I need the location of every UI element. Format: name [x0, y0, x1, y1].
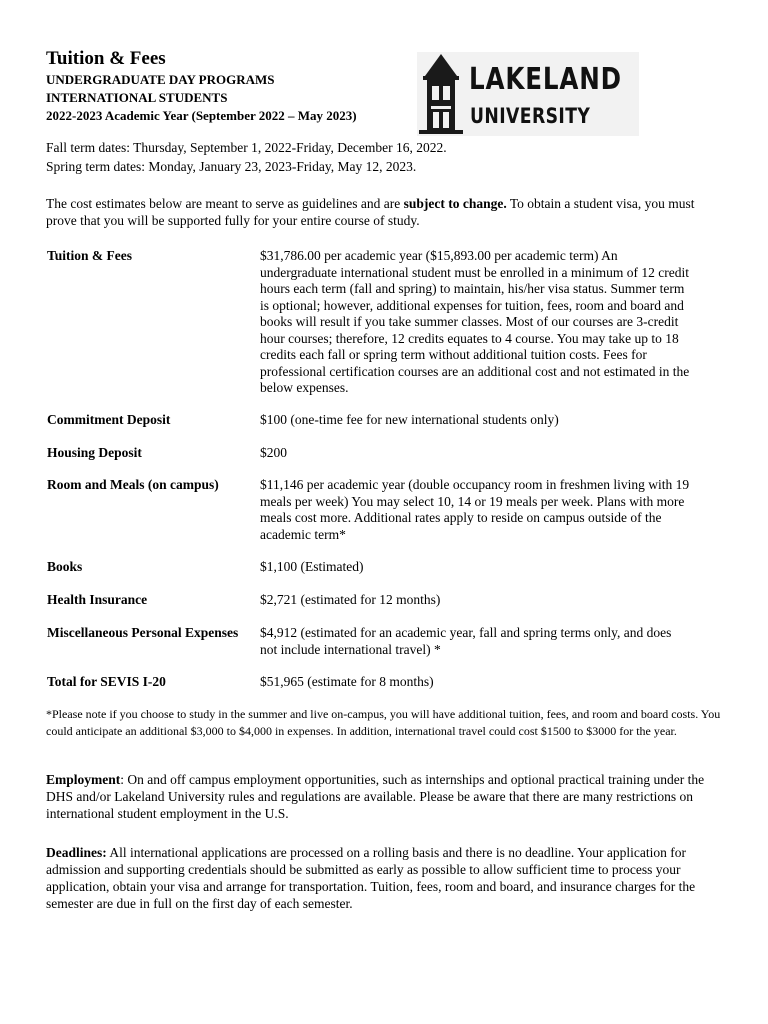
- intro-text: The cost estimates below are meant to serve as guidelines and are: [46, 196, 404, 211]
- row-label-tuition: Tuition & Fees: [47, 248, 133, 263]
- fall-term-dates: Fall term dates: Thursday, September 1, 2022-Friday, December 16, 2022.: [46, 140, 447, 155]
- page-title: Tuition & Fees: [46, 48, 166, 69]
- row-label-misc-expenses: Miscellaneous Personal Expenses: [47, 625, 239, 640]
- academic-year-heading: 2022-2023 Academic Year (September 2022 – May 2023): [46, 108, 357, 123]
- deadlines-text: All international applications are processed on a rolling basis and there is no deadline. Your application for admission and supporting credentials should be submitted as early as possible to allow sufficient time to process your application, obtain your visa and arrange for transportation. Tuition, fees, room and board, and insurance charges for the semester are due in full on the first day of each semester.: [46, 845, 696, 911]
- row-label-books: Books: [47, 559, 83, 574]
- intro-emphasis: subject to change.: [403, 196, 507, 211]
- spring-term-dates: Spring term dates: Monday, January 23, 2023-Friday, May 12, 2023.: [46, 159, 417, 174]
- employment-paragraph: [46, 771, 726, 822]
- lakeland-university-logo: [417, 52, 639, 136]
- employment-label: Employment: [46, 772, 121, 787]
- row-value-health-insurance: $2,721 (estimated for 12 months): [260, 592, 441, 607]
- row-value-room-meals: $11,146 per academic year (double occupancy room in freshmen living with 19 meals per week) You may select 10, 14 or 19 meals per week. Plans with more meals cost more. Additional rates apply to reside on campus outside of the academic term*: [260, 477, 690, 542]
- row-label-housing-deposit: Housing Deposit: [47, 445, 142, 460]
- row-value-housing-deposit: $200: [260, 445, 287, 460]
- row-label-commitment-deposit: Commitment Deposit: [47, 412, 171, 427]
- row-label-total-sevis: Total for SEVIS I-20: [47, 674, 166, 689]
- row-label-health-insurance: Health Insurance: [47, 592, 148, 607]
- row-value-tuition: $31,786.00 per academic year ($15,893.00 per academic term) An undergraduate international student must be enrolled in a minimum of 12 credit hours each term (fall and spring) to maintain, his/her visa status. Summer term is optional; however, additional expenses for tuition, fees, room and board and books will result if you take summer classes. Most of our courses are 3-credit hour courses; therefore, 12 credits equates to 4 course. You may take up to 18 credits each fall or spring term without additional tuition costs. Fees for professional certification courses are an additional cost and not estimated in the below expenses.: [260, 248, 690, 395]
- deadlines-label: Deadlines:: [46, 845, 107, 860]
- deadlines-paragraph: [46, 844, 726, 912]
- row-value-books: $1,100 (Estimated): [260, 559, 364, 574]
- program-heading: UNDERGRADUATE DAY PROGRAMS: [46, 72, 275, 87]
- logo-subword: UNIVERSITY: [470, 104, 591, 128]
- row-label-room-meals: Room and Meals (on campus): [47, 477, 219, 492]
- logo-wordmark: LAKELAND: [469, 62, 622, 97]
- row-value-commitment-deposit: $100 (one-time fee for new international students only): [260, 412, 559, 427]
- intro-paragraph: [46, 195, 726, 229]
- row-value-misc-expenses: $4,912 (estimated for an academic year, fall and spring terms only, and does not include international travel) *: [260, 625, 672, 657]
- student-type-heading: INTERNATIONAL STUDENTS: [46, 90, 228, 105]
- row-value-total-sevis: $51,965 (estimate for 8 months): [260, 674, 434, 689]
- footnote: *Please note if you choose to study in the summer and live on-campus, you will have additional tuition, fees, and room and board costs. You could anticipate an additional $3,000 to $4,000 in expenses. In addition, international travel could cost $1500 to $3000 for the year.: [46, 707, 721, 738]
- intro-text-rest: To obtain a student visa, you must prove that you will be supported fully for your entire course of study.: [46, 196, 695, 228]
- employment-text: : On and off campus employment opportunities, such as internships and optional practical training under the DHS and/or Lakeland University rules and regulations are available. Please be aware that there are many restrictions on international student employment in the U.S.: [46, 772, 705, 821]
